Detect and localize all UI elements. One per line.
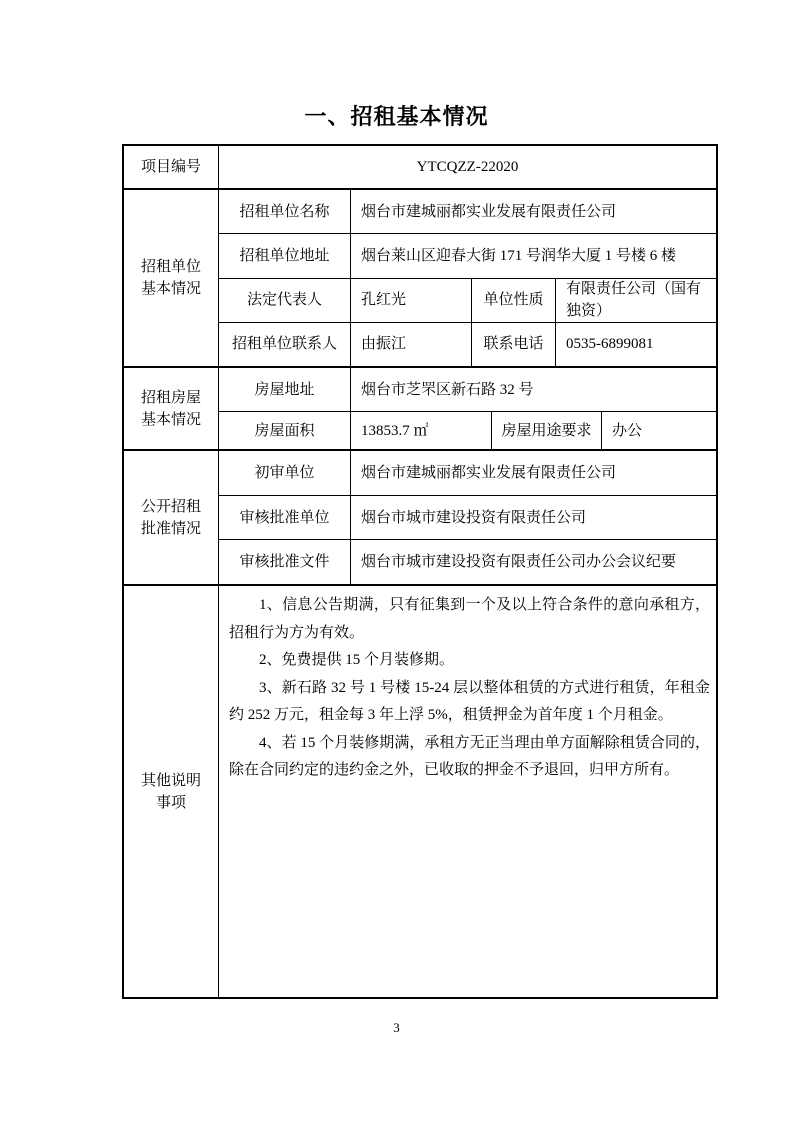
- unit-nature-value: 有限责任公司（国有独资）: [566, 281, 702, 320]
- project-id-label: 项目编号: [124, 146, 219, 188]
- table-row-initial-review-unit: [219, 451, 716, 496]
- contact-phone-value: 0535-6899081: [566, 336, 654, 353]
- table-row-approval-document: [219, 540, 716, 584]
- page-number: 3: [393, 1020, 400, 1035]
- section-other-notes-label: [124, 586, 219, 997]
- table-row-unit-address: [219, 234, 716, 278]
- note-paragraph-1: 1、信息公告期满，只有征集到一个及以上符合条件的意向承租方，招租行为方为有效。: [229, 597, 710, 641]
- section-leasing-unit: [124, 190, 716, 368]
- house-address-value: 烟台市芝罘区新石路 32 号: [361, 381, 534, 398]
- section-approval-label: [124, 451, 219, 584]
- table-row-house-address: [219, 368, 716, 412]
- house-usage-value: 办公: [612, 422, 643, 439]
- note-paragraph-3: 3、新石路 32 号 1 号楼 15-24 层以整体租赁的方式进行租赁，年租金约 252 万元，租金每 3 年上浮 5%，租赁押金为首年度 1 个月租金。: [229, 679, 710, 723]
- group-label-line: 事项: [155, 794, 186, 811]
- unit-contact-value: 由振江: [351, 323, 472, 366]
- house-area-label: 房屋面积: [219, 412, 351, 449]
- table-row-unit-name: [219, 190, 716, 234]
- section-approval: [124, 451, 716, 586]
- group-label-line: 基本情况: [140, 281, 201, 297]
- house-area-value: 13853.7 ㎡: [351, 412, 492, 449]
- unit-address-value: 烟台莱山区迎春大街 171 号润华大厦 1 号楼 6 楼: [361, 247, 677, 264]
- section-leasing-unit-label: [124, 190, 219, 366]
- initial-review-unit-label: 初审单位: [219, 451, 351, 495]
- approval-document-label: 审核批准文件: [219, 540, 351, 584]
- table-row-unit-contact: [219, 323, 716, 366]
- house-address-label: 房屋地址: [219, 368, 351, 411]
- unit-nature-label: 单位性质: [472, 279, 556, 322]
- table-row-project-id: [124, 146, 716, 190]
- house-usage-label: 房屋用途要求: [492, 412, 602, 449]
- table-row-house-area: [219, 412, 716, 449]
- group-label-line: 基本情况: [140, 411, 201, 428]
- contact-phone-label: 联系电话: [472, 323, 556, 366]
- section-other-notes: [124, 586, 716, 997]
- group-label-line: 招租房屋: [140, 389, 201, 406]
- table-row-approval-unit: [219, 496, 716, 541]
- legal-representative-value: 孔红光: [351, 279, 472, 322]
- group-label-line: 招租单位: [140, 259, 201, 275]
- rental-info-table: [122, 144, 718, 999]
- legal-representative-label: 法定代表人: [219, 279, 351, 322]
- unit-contact-label: 招租单位联系人: [219, 323, 351, 366]
- approval-document-value: 烟台市城市建设投资有限责任公司办公会议纪要: [361, 554, 677, 571]
- section-leasing-house-label: [124, 368, 219, 449]
- page-title: 一、招租基本情况: [304, 104, 489, 129]
- section-leasing-house: [124, 368, 716, 451]
- note-paragraph-4: 4、若 15 个月装修期满，承租方无正当理由单方面解除租赁合同的，除在合同约定的违约金之外，已收取的押金不予退回，归甲方所有。: [229, 734, 710, 778]
- note-paragraph-2: 2、免费提供 15 个月装修期。: [259, 652, 455, 668]
- group-label-line: 批准情况: [140, 520, 201, 537]
- group-label-line: 其他说明: [140, 772, 201, 789]
- approval-unit-value: 烟台市城市建设投资有限责任公司: [361, 509, 587, 526]
- unit-name-value: 烟台市建城丽都实业发展有限责任公司: [361, 203, 617, 220]
- group-label-line: 公开招租: [140, 498, 201, 515]
- initial-review-unit-value: 烟台市建城丽都实业发展有限责任公司: [361, 464, 617, 481]
- table-row-legal-representative: [219, 279, 716, 323]
- unit-name-label: 招租单位名称: [219, 190, 351, 233]
- approval-unit-label: 审核批准单位: [219, 496, 351, 540]
- unit-address-label: 招租单位地址: [219, 234, 351, 277]
- other-notes-content: [219, 586, 716, 997]
- project-id-value: YTCQZZ-22020: [416, 159, 519, 175]
